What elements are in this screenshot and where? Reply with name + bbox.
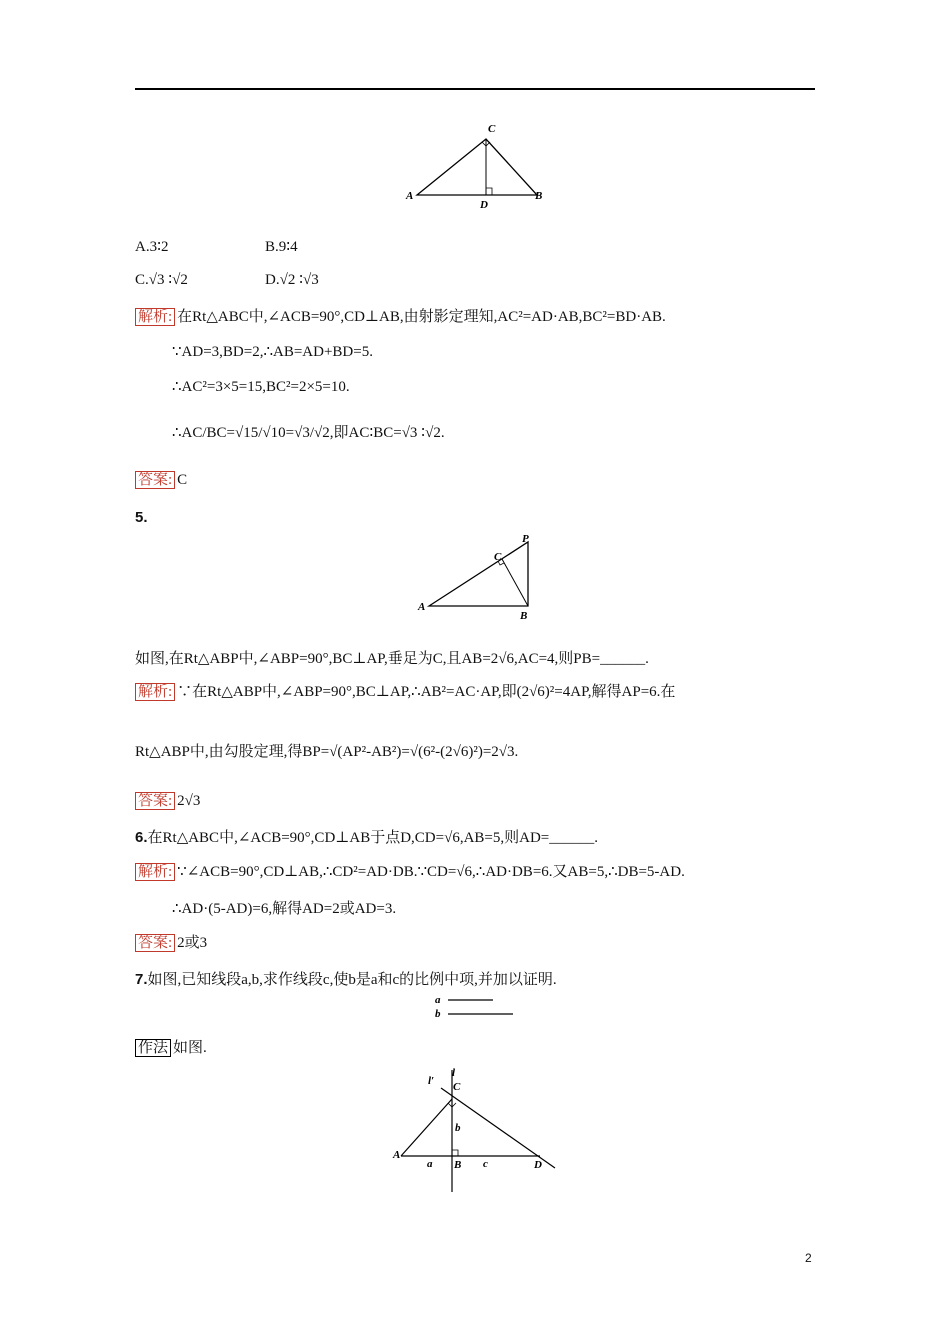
- label-d: D: [534, 1159, 542, 1171]
- q6-number: 6.: [135, 829, 148, 846]
- label-a: A: [406, 190, 414, 202]
- jiexi-label: 解析:: [135, 308, 175, 326]
- answer-label: 答案:: [135, 471, 175, 489]
- q4-answer: 答案: C: [135, 470, 187, 490]
- segment-c: c: [483, 1158, 488, 1170]
- label-a: A: [393, 1149, 401, 1161]
- label-l: l: [452, 1067, 456, 1079]
- q5-jiexi-line1: 解析: ∵在Rt△ABP中,∠ABP=90°,BC⊥AP,∴AB²=AC·AP,即(2√6)²=4AP,解得AP=6.在: [135, 682, 675, 702]
- q6-answer: 答案: 2或3: [135, 933, 207, 953]
- q4-jiexi-line4: ∴AC/BC=√15/√10=√3/√2,即AC∶BC=√3 ∶√2.: [172, 425, 445, 441]
- jiexi-label: 解析:: [135, 863, 175, 881]
- label-b: B: [535, 190, 543, 202]
- q5-number: 5.: [135, 509, 148, 526]
- label-b: B: [454, 1159, 462, 1171]
- q7-number: 7.: [135, 971, 148, 988]
- option-b: B.9∶4: [265, 239, 298, 255]
- label-a: a: [435, 994, 441, 1006]
- q4-options-row1: [135, 237, 298, 257]
- q5-jiexi-line2: Rt△ABP中,由勾股定理,得BP=√(AP²-AB²)=√(6²-(2√6)²)=2√3.: [135, 744, 519, 760]
- q4-jiexi-line3: ∴AC²=3×5=15,BC²=2×5=10.: [172, 379, 350, 395]
- q7-question: 7.如图,已知线段a,b,求作线段c,使b是a和c的比例中项,并加以证明.: [135, 971, 557, 988]
- q6-jiexi-line2: ∴AD·(5-AD)=6,解得AD=2或AD=3.: [172, 901, 397, 917]
- zuofa-label: 作法: [135, 1039, 171, 1057]
- segments-a-b-figure: [430, 992, 520, 1022]
- label-a: A: [418, 601, 426, 613]
- label-b: b: [435, 1008, 441, 1020]
- answer-label: 答案:: [135, 934, 175, 952]
- construction-figure: [385, 1062, 565, 1197]
- q5-answer: 答案: 2√3: [135, 791, 200, 811]
- q5-question: 如图,在Rt△ABP中,∠ABP=90°,BC⊥AP,垂足为C,且AB=2√6,AC=4,则PB=______.: [135, 651, 649, 667]
- label-l-prime: l′: [428, 1075, 435, 1087]
- option-d: D.√2 ∶√3: [265, 272, 319, 288]
- answer-label: 答案:: [135, 792, 175, 810]
- option-c: C.√3 ∶√2: [135, 272, 188, 288]
- q4-jiexi-line1: 解析: 在Rt△ABC中,∠ACB=90°,CD⊥AB,由射影定理知,AC²=AD·AB,BC²=BD·AB.: [135, 307, 666, 327]
- page-number: 2: [805, 1251, 812, 1265]
- label-b: B: [520, 610, 528, 622]
- q4-options-row2: [135, 270, 319, 290]
- label-d: D: [480, 199, 488, 211]
- header-rule: [135, 88, 815, 90]
- label-c: C: [488, 123, 496, 135]
- q4-jiexi-line2: ∵AD=3,BD=2,∴AB=AD+BD=5.: [172, 344, 373, 360]
- q6-jiexi-line1: 解析: ∵∠ACB=90°,CD⊥AB,∴CD²=AD·DB.∵CD=√6,∴AD·DB=6.又AB=5,∴DB=5-AD.: [135, 862, 685, 882]
- option-a: A.3∶2: [135, 239, 169, 255]
- q7-zuofa: 作法 如图.: [135, 1038, 207, 1058]
- triangle-abc-figure: [400, 118, 550, 213]
- q6-question: 6.在Rt△ABC中,∠ACB=90°,CD⊥AB于点D,CD=√6,AB=5,则AD=______.: [135, 829, 598, 846]
- segment-a: a: [427, 1158, 433, 1170]
- label-c: C: [494, 551, 502, 563]
- jiexi-label: 解析:: [135, 683, 175, 701]
- label-c: C: [453, 1081, 461, 1093]
- segment-b: b: [455, 1122, 461, 1134]
- triangle-abp-figure: [410, 530, 550, 625]
- label-p: P: [522, 533, 529, 545]
